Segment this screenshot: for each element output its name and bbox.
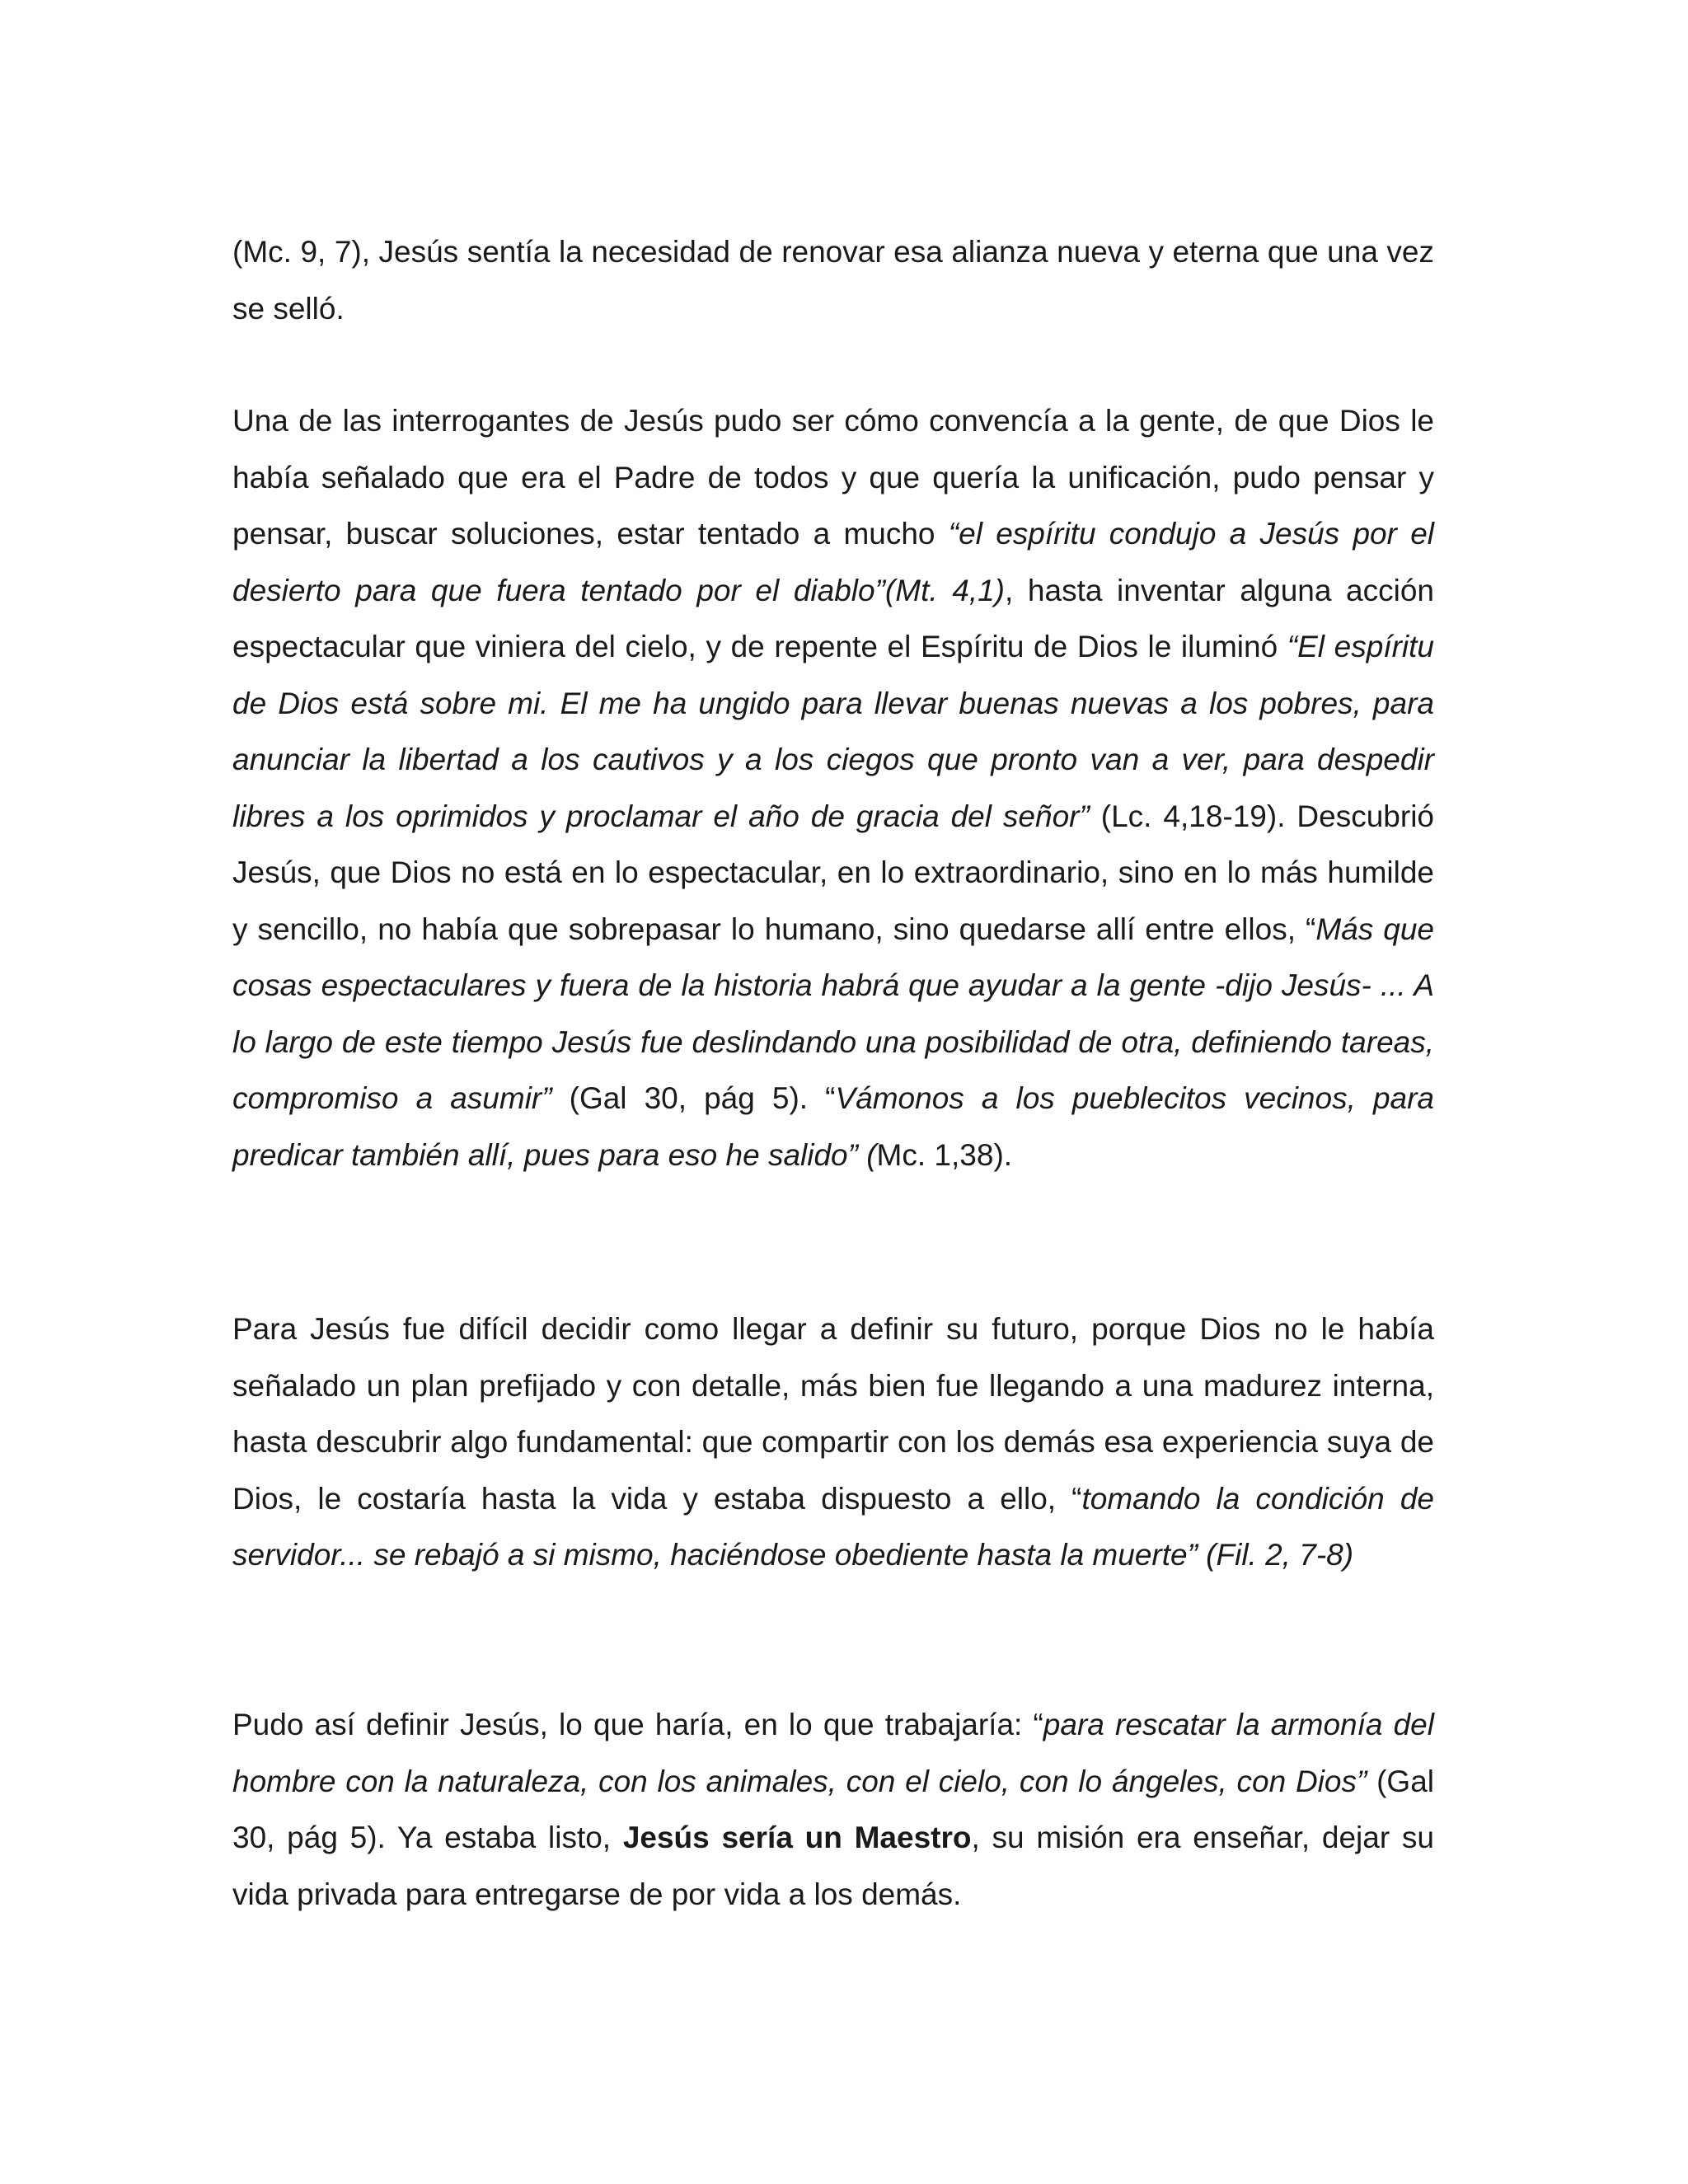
text-segment: (Gal 30, pág 5). Ya estaba listo, (232, 1764, 1434, 1854)
paragraph-4 (232, 1697, 1434, 1923)
text-segment: (Mc. 9, 7), Jesús sentía la necesidad de renovar esa alianza nueva y eterna que una vez se selló. (232, 235, 1434, 326)
italic-quote: “el espíritu condujo a Jesús por el desierto para que fuera tentado por el diablo”(Mt. 4,1) (232, 517, 1435, 607)
text-segment: , hasta inventar alguna acción espectacular que viniera del cielo, y de repente el Espíritu de Dios le iluminó (232, 573, 1435, 663)
text-segment: , su misión era enseñar, dejar su vida privada para entregarse de por vida a los demás. (232, 1821, 1434, 1911)
text-segment: (Gal 30, pág 5). “ (551, 1081, 836, 1115)
italic-quote: Vámonos a los pueblecitos vecinos, para predicar también allí, pues para eso he salido” ( (232, 1081, 1434, 1172)
paragraph-1 (232, 224, 1434, 337)
text-segment: (Lc. 4,18-19). Descubrió Jesús, que Dios no está en lo espectacular, en lo extraordinario, sino en lo más humilde y sencillo, no había que sobrepasar lo humano, sino quedarse allí entre ellos, “ (232, 799, 1434, 946)
italic-quote: Más que cosas espectaculares y fuera de la historia habrá que ayudar a la gente -dijo Jesús- ... A lo largo de este tiempo Jesús fue deslindando una posibilidad de otra, definiendo tareas, compromiso a asumir” (232, 912, 1434, 1115)
italic-quote: tomando la condición de servidor... se rebajó a si mismo, haciéndose obediente hasta la muerte” (Fil. 2, 7-8) (232, 1481, 1434, 1572)
italic-quote: para rescatar la armonía del hombre con la naturaleza, con los animales, con el cielo, con lo ángeles, con Dios” (232, 1708, 1434, 1798)
text-segment: Mc. 1,38). (876, 1137, 1013, 1172)
bold-emphasis: Jesús sería un Maestro (622, 1821, 972, 1854)
text-segment: Pudo así definir Jesús, lo que haría, en lo que trabajaría: “ (232, 1708, 1043, 1741)
paragraph-2 (232, 393, 1434, 1183)
italic-quote: “El espíritu de Dios está sobre mi. El me ha ungido para llevar buenas nuevas a los pobres, para anunciar la libertad a los cautivos y a los ciegos que pronto van a ver, para despedir libres a los oprimidos y proclamar el año de gracia del señor” (232, 630, 1434, 833)
text-segment: Para Jesús fue difícil decidir como llegar a definir su futuro, porque Dios no le había señalado un plan prefijado y con detalle, más bien fue llegando a una madurez interna, hasta descubrir algo fundamental: que compartir con los demás esa experiencia suya de Dios, le costaría hasta la vida y estaba dispuesto a ello, “ (232, 1312, 1434, 1516)
paragraph-3 (232, 1301, 1434, 1584)
text-segment: Una de las interrogantes de Jesús pudo ser cómo convencía a la gente, de que Dios le había señalado que era el Padre de todos y que quería la unificación, pudo pensar y pensar, buscar soluciones, estar tentado a mucho (232, 404, 1434, 551)
